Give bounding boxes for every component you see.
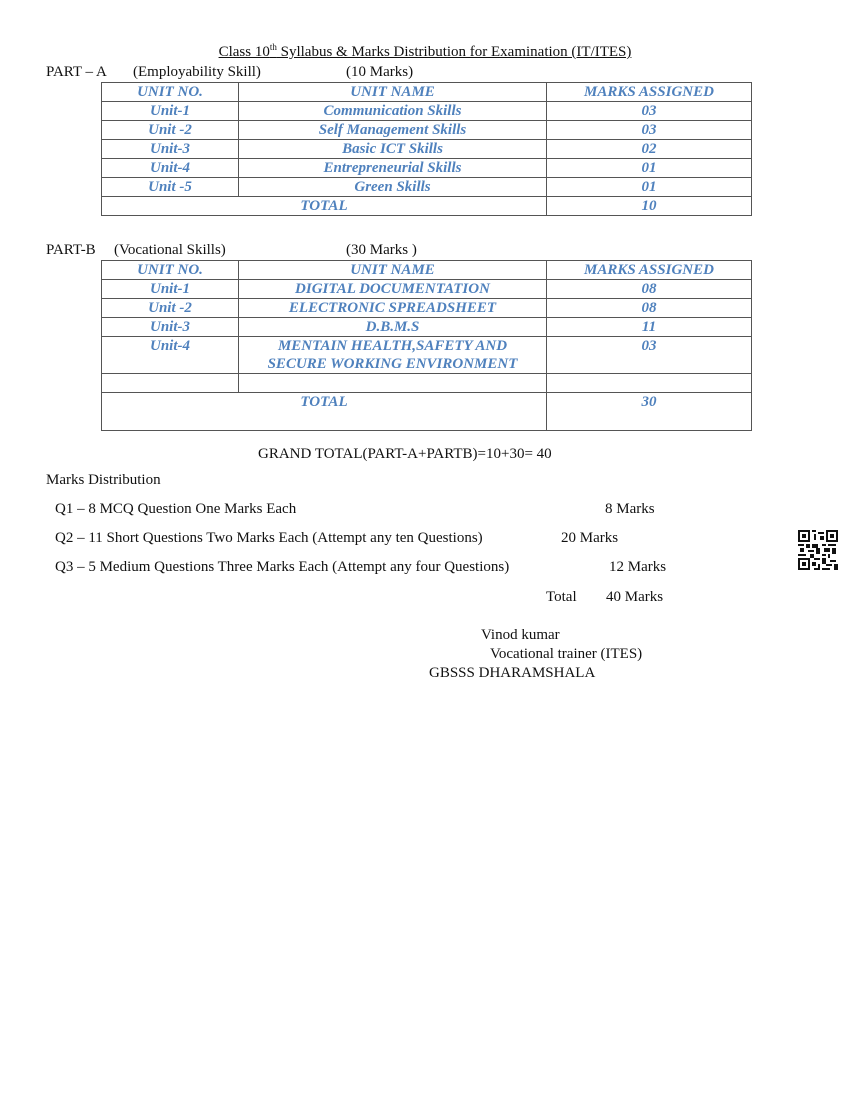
table-row	[102, 337, 752, 374]
part-a-table	[101, 82, 752, 216]
question-3-marks: 12 Marks	[609, 559, 667, 575]
empty-cell	[547, 374, 752, 393]
header-marks-assigned: MARKS ASSIGNED	[547, 83, 752, 102]
part-b-subject: (Vocational Skills)	[114, 242, 226, 258]
empty-cell	[239, 374, 547, 393]
unit-no: Unit-4	[102, 159, 239, 178]
unit-no: Unit -5	[102, 178, 239, 197]
unit-name: Self Management Skills	[239, 121, 547, 140]
header-unit-name: UNIT NAME	[239, 83, 547, 102]
unit-marks: 03	[547, 102, 752, 121]
table-empty-row	[102, 374, 752, 393]
total-value: 10	[547, 197, 752, 216]
unit-name: ELECTRONIC SPREADSHEET	[239, 299, 547, 318]
unit-no: Unit -2	[102, 299, 239, 318]
part-b-table	[101, 260, 752, 431]
table-row	[102, 318, 752, 337]
table-row	[102, 280, 752, 299]
header-unit-name: UNIT NAME	[239, 261, 547, 280]
total-label: Total	[546, 589, 577, 605]
unit-no: Unit-1	[102, 280, 239, 299]
unit-no: Unit-3	[102, 140, 239, 159]
part-a-marks: (10 Marks)	[346, 64, 414, 80]
signatory-designation: Vocational trainer (ITES)	[490, 646, 643, 662]
signatory-name: Vinod kumar	[481, 627, 560, 643]
table-row	[102, 159, 752, 178]
document-title: Class 10th Syllabus & Marks Distribution for Examination (IT/ITES)	[218, 42, 632, 60]
marks-distribution-heading: Marks Distribution	[46, 472, 161, 488]
table-header-row	[102, 83, 752, 102]
empty-cell	[102, 374, 239, 393]
school-name: GBSSS DHARAMSHALA	[429, 665, 596, 681]
unit-marks: 01	[547, 159, 752, 178]
question-1-text: Q1 – 8 MCQ Question One Marks Each	[55, 501, 297, 517]
table-row	[102, 121, 752, 140]
part-a-subject: (Employability Skill)	[133, 64, 261, 80]
question-2-text: Q2 – 11 Short Questions Two Marks Each (Attempt any ten Questions)	[55, 530, 483, 546]
unit-name: Communication Skills	[239, 102, 547, 121]
qr-code-icon	[798, 530, 838, 570]
unit-marks: 03	[547, 337, 752, 374]
part-a-label: PART – A	[46, 64, 107, 80]
unit-no: Unit -2	[102, 121, 239, 140]
unit-name	[239, 337, 547, 374]
unit-name: Green Skills	[239, 178, 547, 197]
header-unit-no: UNIT NO.	[102, 83, 239, 102]
unit-marks: 03	[547, 121, 752, 140]
unit-name: Entrepreneurial Skills	[239, 159, 547, 178]
total-value: 40 Marks	[606, 589, 664, 605]
question-3-text: Q3 – 5 Medium Questions Three Marks Each (Attempt any four Questions)	[55, 559, 510, 575]
table-row	[102, 102, 752, 121]
unit-marks: 08	[547, 280, 752, 299]
unit-marks: 08	[547, 299, 752, 318]
total-label: TOTAL	[102, 197, 547, 216]
table-total-row	[102, 197, 752, 216]
question-2-marks: 20 Marks	[561, 530, 619, 546]
unit-marks: 02	[547, 140, 752, 159]
part-b-label: PART-B	[46, 242, 96, 258]
unit-name-line2: SECURE WORKING ENVIRONMENT	[267, 356, 518, 372]
unit-name: DIGITAL DOCUMENTATION	[239, 280, 547, 299]
header-marks-assigned: MARKS ASSIGNED	[547, 261, 752, 280]
unit-marks: 01	[547, 178, 752, 197]
header-unit-no: UNIT NO.	[102, 261, 239, 280]
unit-no: Unit-3	[102, 318, 239, 337]
table-row	[102, 299, 752, 318]
unit-name: D.B.M.S	[239, 318, 547, 337]
unit-no: Unit-4	[102, 337, 239, 374]
unit-name-line1: MENTAIN HEALTH,SAFETY AND	[277, 338, 508, 354]
part-b-marks: (30 Marks )	[346, 242, 417, 258]
total-label: TOTAL	[102, 393, 547, 431]
table-total-row	[102, 393, 752, 431]
table-row	[102, 178, 752, 197]
question-1-marks: 8 Marks	[605, 501, 655, 517]
table-row	[102, 140, 752, 159]
unit-name: Basic ICT Skills	[239, 140, 547, 159]
unit-marks: 11	[547, 318, 752, 337]
grand-total: GRAND TOTAL(PART-A+PARTB)=10+30= 40	[258, 446, 552, 462]
total-value: 30	[547, 393, 752, 431]
unit-no: Unit-1	[102, 102, 239, 121]
table-header-row	[102, 261, 752, 280]
